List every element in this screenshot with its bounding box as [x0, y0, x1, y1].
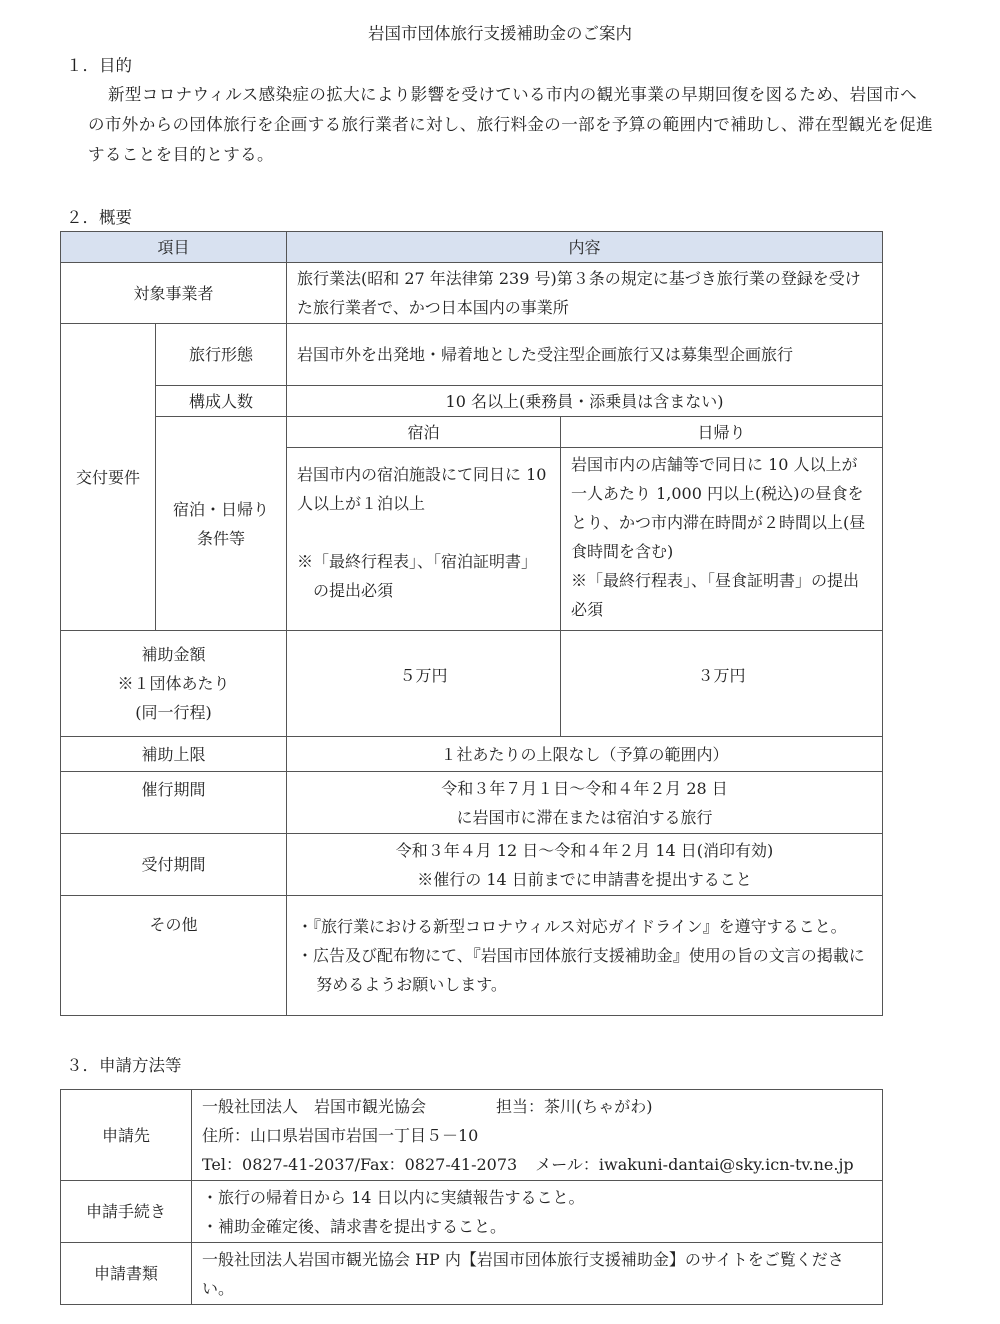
purpose-text: 新型コロナウィルス感染症の拡大により影響を受けている市内の観光事業の早期回復を図るため、岩国市への市外からの団体旅行を企画する旅行業者に対し、旅行料金の一部を予算の範囲内で補助し、滞在型観光を促進することを目的とする。	[88, 85, 933, 164]
limit-value: １社あたりの上限なし（予算の範囲内）	[287, 737, 883, 772]
amount-label-line-1: 補助金額	[141, 645, 206, 664]
condition-label-line-1: 宿泊・日帰り	[173, 499, 270, 519]
procedure-item-1: ・旅行の帰着日から 14 日以内に実績報告すること。	[202, 1187, 585, 1207]
page-title: 岩国市団体旅行支援補助金のご案内	[368, 24, 632, 43]
other-label: その他	[61, 896, 287, 1016]
limit-label: 補助上限	[61, 737, 287, 772]
dest-line-1	[202, 1092, 872, 1121]
dest-value	[192, 1090, 883, 1181]
section-3-heading: ３．申請方法等	[66, 1056, 182, 1075]
target-label: 対象事業者	[61, 263, 287, 324]
section-1-heading: １．目的	[66, 56, 132, 75]
travel-form-value: 岩国市外を出発地・帰着地とした受注型企画旅行又は募集型企画旅行	[287, 324, 883, 386]
dest-contact: 担当：茶川(ちゃがわ)	[496, 1096, 653, 1116]
other-item-1: ・『旅行業における新型コロナウィルス対応ガイドライン』を遵守すること。	[297, 917, 847, 936]
amount-day-trip: ３万円	[561, 631, 883, 737]
people-label: 構成人数	[156, 386, 287, 417]
section-2-heading: ２．概要	[66, 208, 132, 227]
reception-value-line-1: 令和３年４月 12 日～令和４年２月 14 日(消印有効)	[395, 840, 774, 860]
application-table	[60, 1089, 883, 1305]
documents-label: 申請書類	[61, 1243, 192, 1305]
other-item-2: ・広告及び配布物にて、『岩国市団体旅行支援補助金』使用の旨の文言の掲載に努めるようお願いします。	[297, 946, 865, 994]
amount-label-line-3: (同一行程)	[135, 703, 212, 722]
overview-table	[60, 231, 883, 1016]
amount-stay: ５万円	[287, 631, 561, 737]
condition-label-line-2: 条件等	[197, 528, 246, 548]
condition-label	[156, 417, 287, 631]
stay-condition-note: ※「最終行程表」、「宿泊証明書」の提出必須	[297, 552, 538, 600]
header-content: 内容	[287, 232, 883, 263]
dest-tel: Tel：0827-41-2037/Fax：0827-41-2073	[202, 1154, 518, 1174]
dest-line-3	[202, 1150, 872, 1179]
reception-value	[287, 834, 883, 896]
target-value: 旅行業法(昭和 27 年法律第 239 号)第３条の規定に基づき旅行業の登録を受けた旅行業者で、かつ日本国内の事業所	[287, 263, 883, 324]
stay-condition	[287, 448, 561, 631]
reception-label: 受付期間	[61, 834, 287, 896]
amount-label-line-2: ※１団体あたり	[117, 674, 230, 693]
stay-header: 宿泊	[287, 417, 561, 448]
dest-address: 住所：山口県岩国市岩国一丁目５－10	[202, 1125, 479, 1145]
dest-org: 一般社団法人 岩国市観光協会	[202, 1096, 427, 1116]
amount-label	[61, 631, 287, 737]
day-trip-header: 日帰り	[561, 417, 883, 448]
day-trip-condition-note: ※「最終行程表」、「昼食証明書」の提出必須	[571, 571, 860, 619]
other-value	[287, 896, 883, 1016]
requirements-label: 交付要件	[61, 324, 156, 631]
documents-value: 一般社団法人岩国市観光協会 HP 内【岩国市団体旅行支援補助金】のサイトをご覧ください。	[192, 1243, 883, 1305]
dest-label: 申請先	[61, 1090, 192, 1181]
travel-form-label: 旅行形態	[156, 324, 287, 386]
procedure-label: 申請手続き	[61, 1181, 192, 1243]
reception-value-line-2: ※催行の 14 日前までに申請書を提出すること	[417, 869, 752, 889]
period-value-line-1: 令和３年７月１日～令和４年２月 28 日	[441, 778, 728, 798]
header-item: 項目	[61, 232, 287, 263]
day-trip-condition	[561, 448, 883, 631]
period-value-line-2: に岩国市に滞在または宿泊する旅行	[456, 807, 713, 827]
procedure-value	[192, 1181, 883, 1243]
procedure-item-2: ・補助金確定後、請求書を提出すること。	[202, 1216, 507, 1236]
stay-condition-text: 岩国市内の宿泊施設にて同日に 10 人以上が１泊以上	[297, 465, 547, 513]
day-trip-condition-text: 岩国市内の店舗等で同日に 10 人以上が一人あたり 1,000 円以上(税込)の昼食をとり、かつ市内滞在時間が２時間以上(昼食時間を含む)	[571, 455, 866, 561]
period-label: 催行期間	[61, 772, 287, 834]
people-value: 10 名以上(乗務員・添乗員は含まない)	[287, 386, 883, 417]
dest-mail: メール：iwakuni-dantai@sky.icn-tv.ne.jp	[535, 1154, 854, 1174]
period-value	[287, 772, 883, 834]
